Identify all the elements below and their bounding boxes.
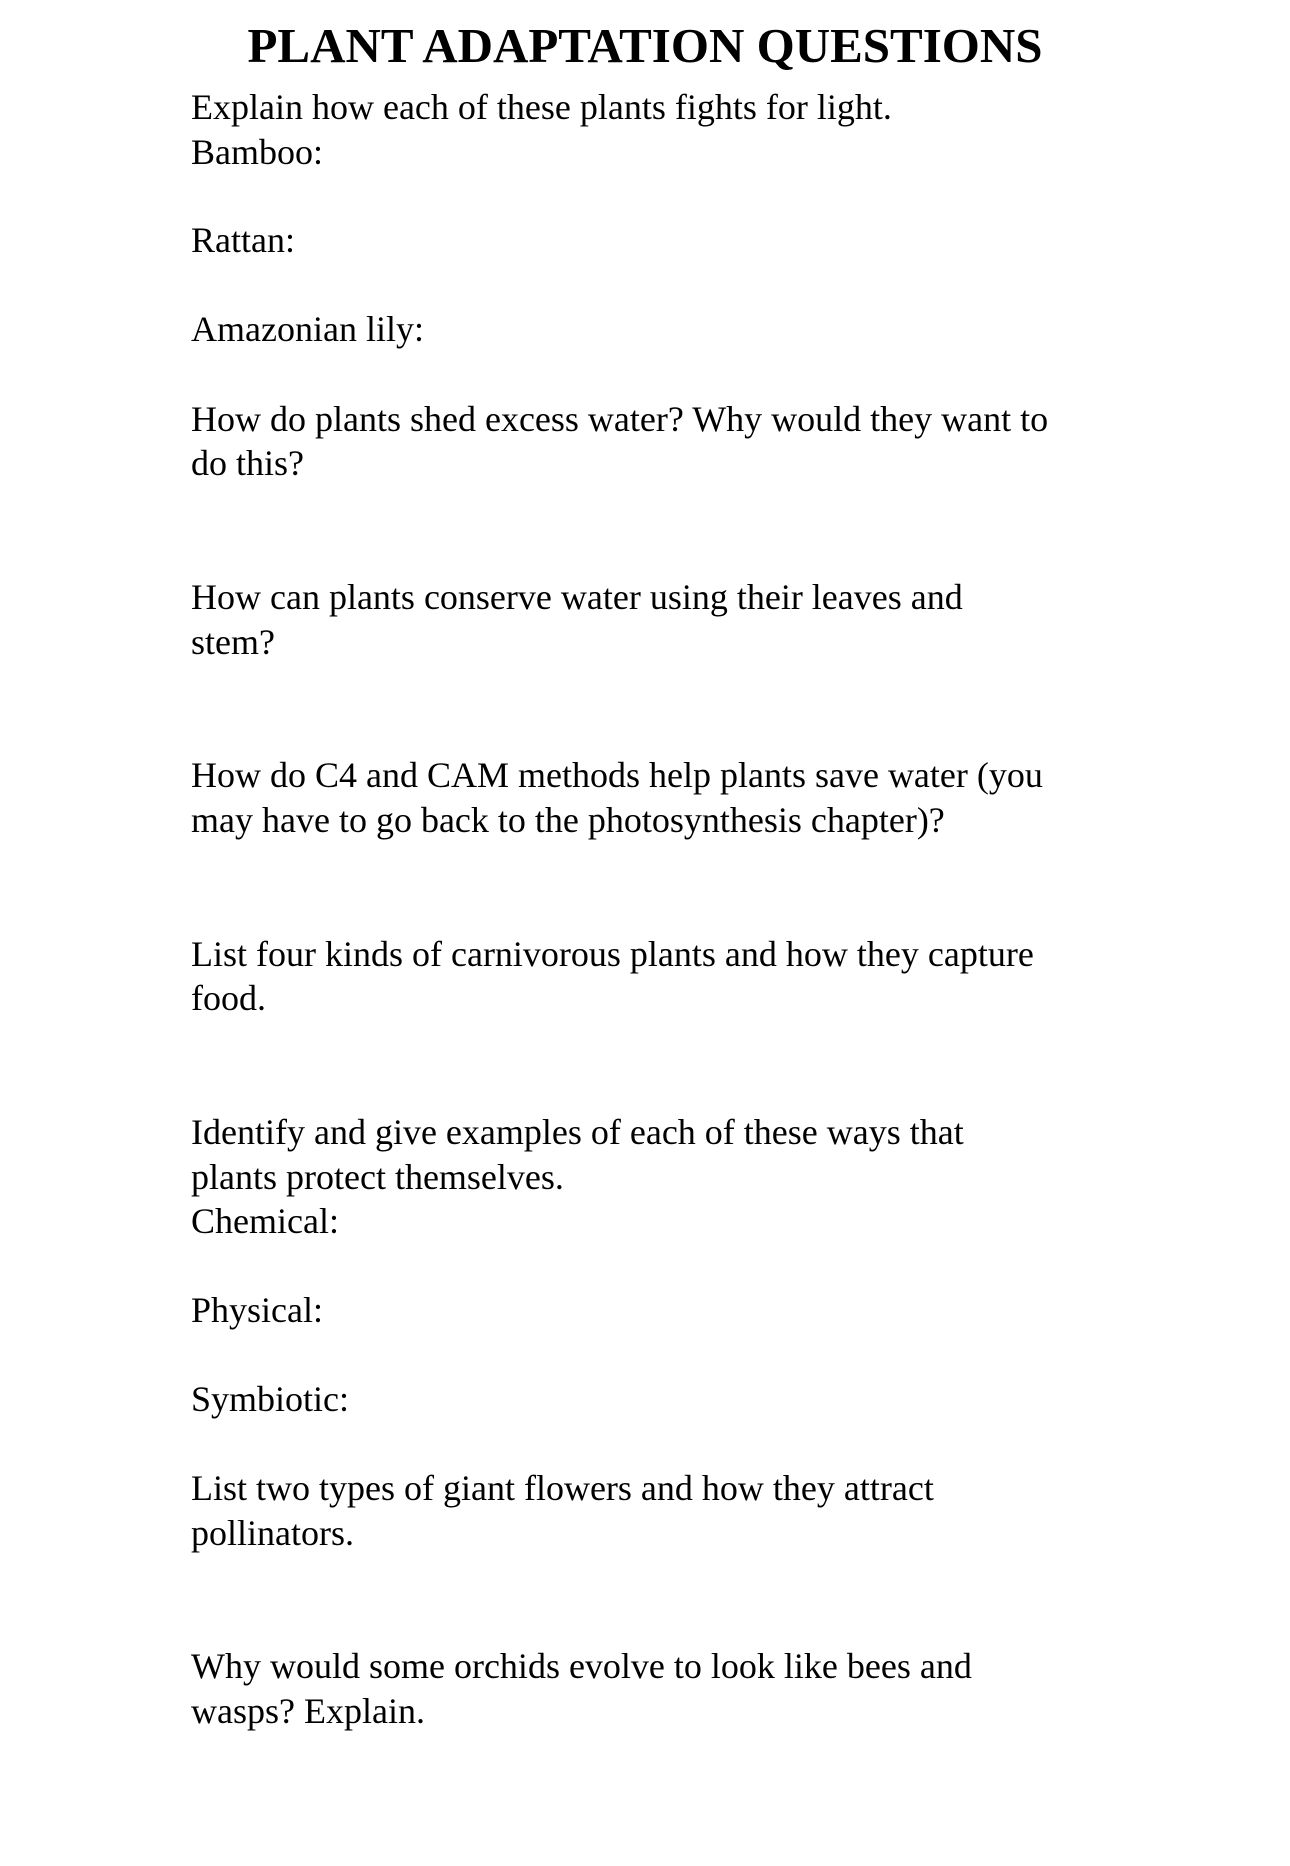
question-giant-flowers: List two types of giant flowers and how they attract bbox=[191, 1468, 934, 1508]
label-symbiotic: Symbiotic: bbox=[191, 1379, 350, 1419]
question-giant-flowers-cont: pollinators. bbox=[191, 1513, 354, 1553]
label-amazonian-lily: Amazonian lily: bbox=[191, 309, 424, 349]
question-orchids: Why would some orchids evolve to look like bees and bbox=[191, 1646, 972, 1686]
question-carnivorous: List four kinds of carnivorous plants and how they capture bbox=[191, 934, 1034, 974]
question-carnivorous-cont: food. bbox=[191, 978, 266, 1018]
label-chemical: Chemical: bbox=[191, 1201, 339, 1241]
label-rattan: Rattan: bbox=[191, 220, 295, 260]
question-conserve-water: How can plants conserve water using their leaves and bbox=[191, 577, 963, 617]
label-physical: Physical: bbox=[191, 1290, 323, 1330]
question-c4-cam-cont: may have to go back to the photosynthesis chapter)? bbox=[191, 800, 945, 840]
question-protection: Identify and give examples of each of these ways that bbox=[191, 1112, 964, 1152]
question-shed-water: How do plants shed excess water? Why would they want to bbox=[191, 399, 1049, 439]
question-protection-cont: plants protect themselves. bbox=[191, 1157, 564, 1197]
question-c4-cam: How do C4 and CAM methods help plants save water (you bbox=[191, 755, 1043, 795]
instruction-light: Explain how each of these plants fights for light. bbox=[191, 87, 892, 127]
page-title: PLANT ADAPTATION QUESTIONS bbox=[247, 18, 1043, 73]
question-orchids-cont: wasps? Explain. bbox=[191, 1691, 425, 1731]
question-conserve-water-cont: stem? bbox=[191, 622, 275, 662]
label-bamboo: Bamboo: bbox=[191, 132, 323, 172]
question-shed-water-cont: do this? bbox=[191, 443, 304, 483]
